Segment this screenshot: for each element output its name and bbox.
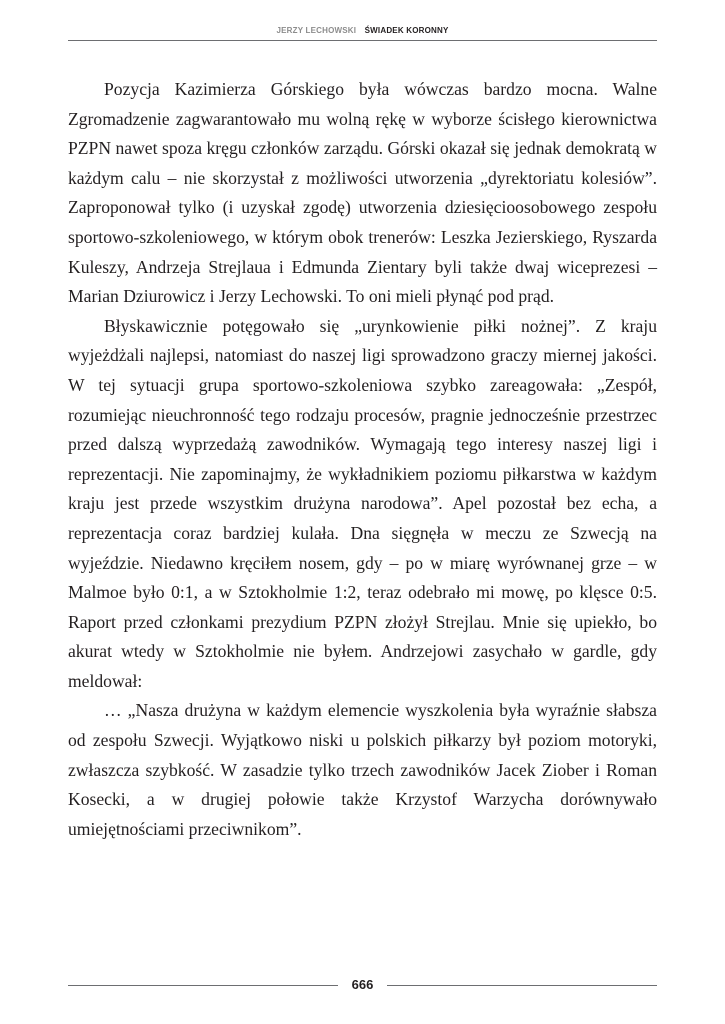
paragraph-2: Błyskawicznie potęgowało się „urynkowienie piłki nożnej”. Z kraju wyjeżdżali najlepsi, natomiast do naszej ligi sprowadzono graczy miernej jakości. W tej sytuacji grupa sportowo-szkoleniowa szybko zareagowała: „Zespół, rozumiejąc nieuchronność tego rodzaju procesów, pragnie jednocześnie przestrzec przed dalszą wyprzedażą zawodników. Wymagają tego interesy naszej ligi i reprezentacji. Nie zapominajmy, że wykładnikiem poziomu piłkarstwa w każdym kraju jest przede wszystkim drużyna narodowa”. Apel pozostał bez echa, a reprezentacja coraz bardziej kulała. Dna sięgnęła w meczu ze Szwecją na wyjeździe. Niedawno kręciłem nosem, gdy – po w miarę wyrównanej grze – w Malmoe było 0:1, a w Sztokholmie 1:2, teraz odebrało mi mowę, po klęsce 0:5. Raport przed członkami prezydium PZPN złożył Strejlau. Mnie się upiekło, bo akurat wtedy w Sztokholmie nie byłem. Andrzejowi zasychało w gardle, gdy meldował: bbox=[68, 315, 657, 691]
page-number: 666 bbox=[351, 977, 374, 992]
header-rule bbox=[68, 40, 657, 41]
header-text bbox=[68, 26, 657, 36]
footer-rule-right bbox=[387, 985, 657, 986]
running-header bbox=[68, 26, 657, 46]
header-title: ŚWIADEK KORONNY bbox=[362, 26, 452, 35]
body-text bbox=[68, 75, 657, 844]
paragraph-1: Pozycja Kazimierza Górskiego była wówczas bardzo mocna. Walne Zgromadzenie zagwarantowało mu wolną rękę w wyborze ścisłego kierownictwa PZPN nawet spoza kręgu członków zarządu. Górski okazał się jednak demokratą w każdym calu – nie skorzystał z możliwości utworzenia „dyrektoriatu kolesiów”. Zaproponował tylko (i uzyskał zgodę) utworzenia dziesięcioosobowego zespołu sportowo-szkoleniowego, w którym obok trenerów: Leszka Jezierskiego, Ryszarda Kuleszy, Andrzeja Strejlaua i Edmunda Zientary byli także dwaj wiceprezesi – Marian Dziurowicz i Jerzy Lechowski. To oni mieli płynąć pod prąd. bbox=[68, 79, 657, 307]
page-footer bbox=[68, 976, 657, 996]
header-author: JERZY LECHOWSKI bbox=[273, 26, 359, 35]
paragraph-3: … „Nasza drużyna w każdym elemencie wyszkolenia była wyraźnie słabsza od zespołu Szwecji. Wyjątkowo niski u polskich piłkarzy był poziom motoryki, zwłaszcza szybkość. W zasadzie tylko trzech zawodników Jacek Ziober i Roman Kosecki, a w drugiej połowie także Krzystof Warzycha dorównywało umiejętnościami przeciwnikom”. bbox=[68, 700, 657, 839]
